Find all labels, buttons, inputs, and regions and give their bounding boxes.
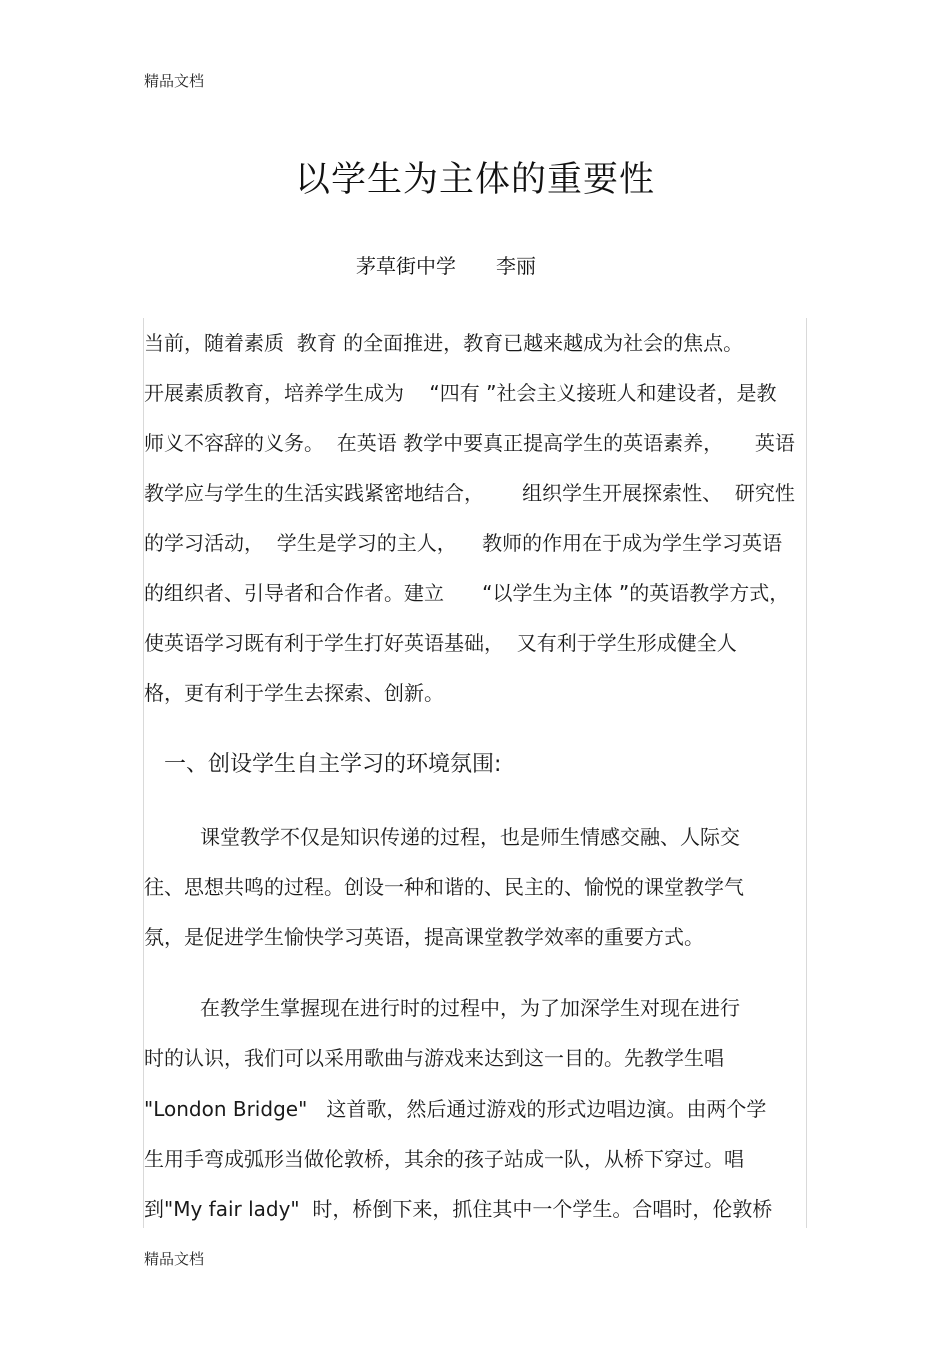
intro-line: 师义不容辞的义务。 在英语 教学中要真正提高学生的英语素养， 英语 — [144, 431, 795, 455]
intro-line: 教学应与学生的生活实践紧密地结合， 组织学生开展探索性、 研究性 — [144, 481, 795, 505]
paragraph-line: 氛，是促进学生愉快学习英语，提高课堂教学效率的重要方式。 — [144, 925, 704, 949]
paragraph-line: 在教学生掌握现在进行时的过程中，为了加深学生对现在进行 — [200, 996, 740, 1020]
intro-line: 的学习活动， 学生是学习的主人， 教师的作用在于成为学生学习英语 — [144, 531, 783, 555]
page-header-label: 精品文档 — [144, 72, 205, 90]
intro-line: 当前，随着素质 教育 的全面推进，教育已越来越成为社会的焦点。 — [144, 331, 744, 355]
intro-line: 的组织者、引导者和合作者。建立 “以学生为主体 ”的英语教学方式， — [144, 581, 790, 605]
paragraph-line: 往、思想共鸣的过程。创设一种和谐的、民主的、愉悦的课堂教学气 — [144, 875, 744, 899]
paragraph-line: 生用手弯成弧形当做伦敦桥，其余的孩子站成一队，从桥下穿过。唱 — [144, 1147, 744, 1171]
paragraph-line: "London Bridge" 这首歌，然后通过游戏的形式边唱边演。由两个学 — [144, 1097, 767, 1121]
intro-line: 开展素质教育，培养学生成为 “四有 ”社会主义接班人和建设者，是教 — [144, 381, 777, 405]
page-footer-label: 精品文档 — [144, 1250, 205, 1268]
paragraph-line: 课堂教学不仅是知识传递的过程，也是师生情感交融、人际交 — [200, 825, 740, 849]
section-heading: 一、创设学生自主学习的环境氛围: — [164, 752, 502, 777]
author-name: 李丽 — [496, 254, 536, 278]
paragraph-line: 时的认识，我们可以采用歌曲与游戏来达到这一目的。先教学生唱 — [144, 1046, 724, 1070]
intro-line: 使英语学习既有利于学生打好英语基础， 又有利于学生形成健全人 — [144, 631, 737, 655]
document-title: 以学生为主体的重要性 — [294, 160, 655, 200]
paragraph-line: 到"My fair lady" 时，桥倒下来，抓住其中一个学生。合唱时，伦敦桥 — [144, 1197, 773, 1221]
intro-line: 格，更有利于学生去探索、创新。 — [144, 681, 444, 705]
byline — [356, 250, 536, 279]
school-name: 茅草街中学 — [356, 254, 456, 278]
